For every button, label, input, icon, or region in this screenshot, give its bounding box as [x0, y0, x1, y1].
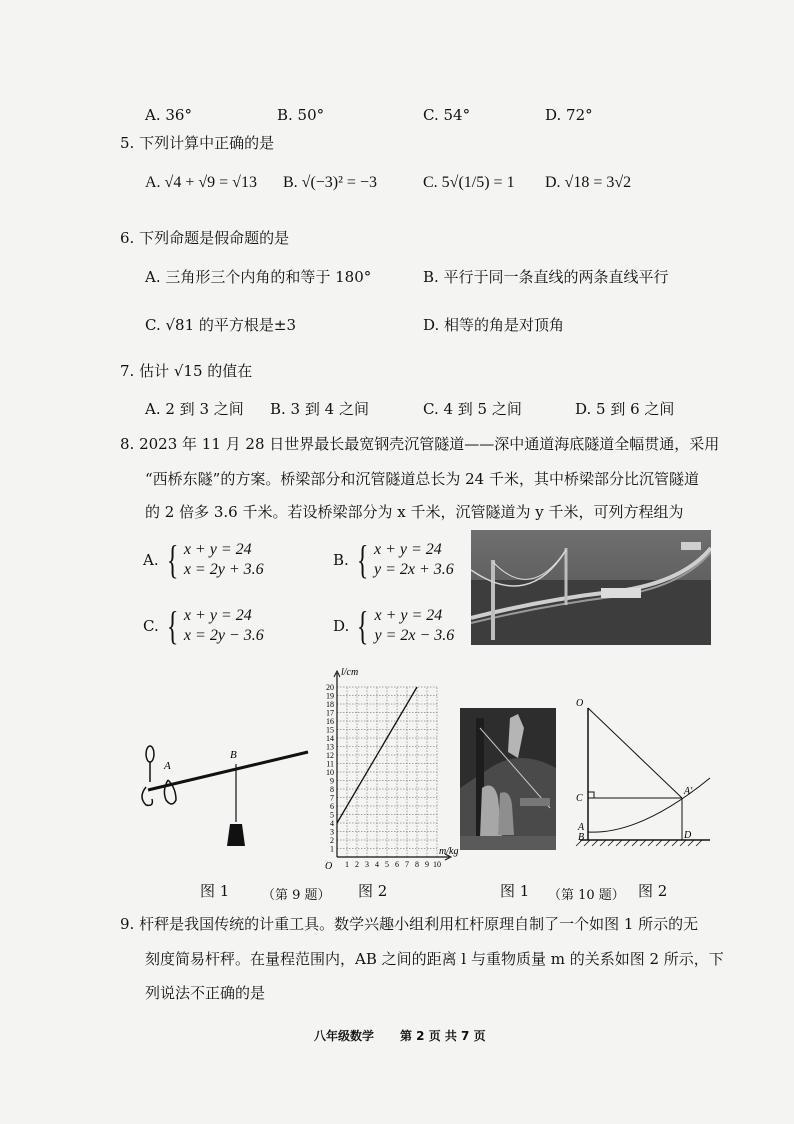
fig2-caption: 图 2 — [358, 882, 388, 900]
geom-label-b: B — [578, 832, 585, 843]
chart-y-tick-label: 13 — [326, 742, 334, 752]
q7-option-a: A. 2 到 3 之间 — [145, 400, 244, 418]
q8-option-a-eq1: x + y = 24 — [183, 541, 252, 558]
q8-option-d-label: D. — [333, 617, 350, 635]
chart-y-tick-label: 11 — [326, 759, 334, 769]
chart-x-tick-label: 5 — [385, 860, 389, 869]
chart-y-tick-label: 9 — [330, 776, 334, 786]
footer-subject: 八年级数学 — [314, 1029, 375, 1043]
q8-option-c — [143, 603, 264, 648]
chart-y-tick-label: 20 — [326, 683, 334, 692]
q5-option-d: D. √18 = 3√2 — [545, 174, 632, 191]
q8-option-c-label: C. — [143, 617, 159, 635]
geom-label-c: C — [576, 793, 583, 804]
q8-text-line2: “西桥东隧”的方案。桥梁部分和沉管隧道总长为 24 千米，其中桥梁部分比沉管隧道 — [145, 470, 699, 488]
chart-y-tick-label: 10 — [326, 768, 334, 777]
q6-option-c: C. √81 的平方根是±3 — [145, 316, 297, 334]
chart-origin-label: O — [325, 861, 333, 872]
geom-label-d: D — [684, 830, 692, 841]
q6-option-d: D. 相等的角是对顶角 — [423, 316, 565, 334]
q7-option-d: D. 5 到 6 之间 — [575, 400, 675, 418]
q8-option-a — [143, 537, 264, 582]
scale-point-b: B — [230, 749, 237, 761]
q8-text-line3: 的 2 倍多 3.6 千米。若设桥梁部分为 x 千米，沉管隧道为 y 千米，可列方程组为 — [145, 503, 684, 521]
steelyard-figure — [128, 742, 313, 852]
q4-option-c: C. 54° — [423, 106, 471, 124]
chart-y-tick-label: 12 — [326, 751, 334, 760]
chart-y-tick-label: 14 — [326, 734, 334, 743]
q8-option-b-label: B. — [333, 551, 349, 569]
bridge-photo — [471, 530, 711, 645]
scale-point-a: A — [164, 760, 171, 772]
chart-x-tick-label: 6 — [395, 860, 399, 869]
geom-label-o: O — [576, 698, 584, 709]
chart-y-axis-label: l/cm — [341, 667, 359, 678]
chart-y-tick-label: 7 — [330, 793, 334, 803]
chart-y-tick-label: 1 — [330, 844, 334, 854]
q5-option-b: B. √(−3)² = −3 — [283, 174, 377, 191]
q8-option-d — [333, 603, 455, 648]
q8-option-c-eq1: x + y = 24 — [183, 607, 252, 624]
brace-icon: { — [357, 603, 369, 648]
q4-option-a: A. 36° — [145, 106, 192, 124]
q9-graph — [315, 665, 465, 875]
chart-y-tick-label: 15 — [326, 725, 334, 735]
chart-y-tick-label: 8 — [330, 785, 334, 794]
q5-option-c: C. 5√(1/5) = 1 — [423, 174, 515, 191]
q4-option-b: B. 50° — [277, 106, 325, 124]
q4-option-d: D. 72° — [545, 106, 593, 124]
footer-page-number: 第 2 页 共 7 页 — [400, 1029, 486, 1043]
q8-option-b-eq2: y = 2x + 3.6 — [374, 561, 454, 578]
chart-y-tick-label: 17 — [326, 708, 334, 718]
q6-option-a: A. 三角形三个内角的和等于 180° — [145, 268, 372, 286]
chart-y-tick-label: 4 — [330, 819, 334, 828]
chart-y-tick-label: 18 — [326, 700, 334, 709]
chart-y-tick-label: 19 — [326, 691, 334, 701]
chart-x-tick-label: 7 — [405, 860, 409, 869]
chart-x-axis-label: m/kg — [439, 846, 459, 857]
fig1-caption: 图 1 — [200, 882, 230, 900]
painting-photo — [460, 708, 556, 850]
chart-x-tick-label: 3 — [365, 860, 369, 869]
chart-x-tick-label: 4 — [375, 860, 379, 869]
q8-option-b-eq1: x + y = 24 — [374, 541, 442, 558]
q6-stem: 6. 下列命题是假命题的是 — [120, 229, 290, 247]
fig3-caption: 图 1 — [500, 882, 530, 900]
geometry-figure — [570, 690, 720, 855]
q7-option-b: B. 3 到 4 之间 — [270, 400, 369, 418]
chart-y-tick-label: 2 — [330, 836, 334, 845]
q9-figure-caption: （第 9 题） — [262, 888, 331, 903]
q8-option-c-eq2: x = 2y − 3.6 — [183, 627, 264, 644]
q9-text-line3: 列说法不正确的是 — [145, 984, 266, 1002]
q9-text-line1: 9. 杆秤是我国传统的计重工具。数学兴趣小组利用杠杆原理自制了一个如图 1 所示的无 — [120, 915, 699, 933]
q8-option-a-label: A. — [143, 551, 159, 569]
chart-x-tick-label: 1 — [345, 860, 349, 869]
q8-option-d-eq2: y = 2x − 3.6 — [374, 627, 455, 644]
chart-y-tick-label: 6 — [330, 802, 334, 811]
q9-text-line2: 刻度简易杆秤。在量程范围内，AB 之间的距离 l 与重物质量 m 的关系如图 2 所示，下 — [145, 950, 724, 968]
chart-y-tick-label: 16 — [326, 717, 334, 726]
brace-icon: { — [166, 603, 179, 648]
q6-option-b: B. 平行于同一条直线的两条直线平行 — [423, 268, 669, 286]
brace-icon: { — [356, 537, 369, 582]
chart-y-tick-label: 3 — [330, 827, 334, 837]
brace-icon: { — [166, 537, 178, 582]
chart-x-tick-label: 10 — [433, 860, 441, 869]
q8-option-b — [333, 537, 454, 582]
q7-option-c: C. 4 到 5 之间 — [423, 400, 522, 418]
q8-option-a-eq2: x = 2y + 3.6 — [183, 561, 264, 578]
q7-stem: 7. 估计 √15 的值在 — [120, 362, 253, 380]
q10-figure-caption: （第 10 题） — [548, 888, 625, 903]
q8-option-d-eq1: x + y = 24 — [374, 607, 443, 624]
geom-label-a-prime: A' — [684, 786, 693, 797]
geom-label-a: A — [578, 822, 585, 833]
q8-text-line1: 8. 2023 年 11 月 28 日世界最长最宽钢壳沉管隧道——深中通道海底隧道全幅贯通，采用 — [120, 435, 720, 453]
q5-option-a: A. √4 + √9 = √13 — [145, 174, 257, 191]
chart-x-tick-label: 8 — [415, 860, 419, 869]
chart-x-tick-label: 2 — [355, 860, 359, 869]
fig4-caption: 图 2 — [638, 882, 668, 900]
chart-x-tick-label: 9 — [425, 860, 429, 869]
chart-y-tick-label: 5 — [330, 810, 334, 820]
q5-stem: 5. 下列计算中正确的是 — [120, 134, 275, 152]
